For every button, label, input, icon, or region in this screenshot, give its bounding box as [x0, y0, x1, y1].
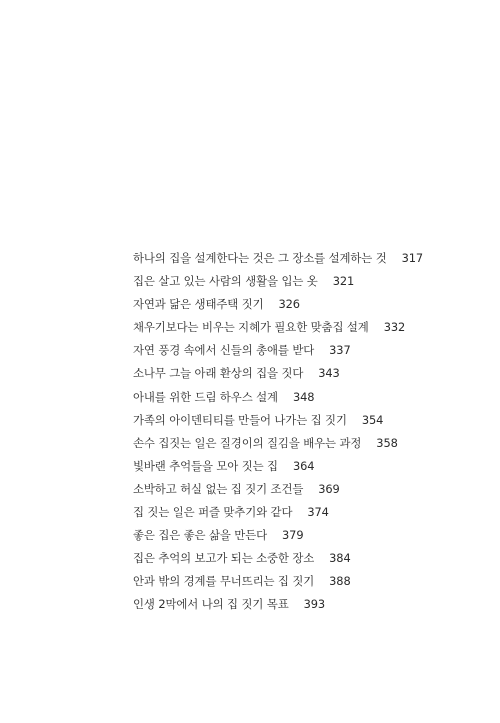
- toc-entry: [133, 481, 423, 504]
- toc-entry-title: 좋은 집은 좋은 삶을 만든다: [133, 528, 268, 543]
- toc-entry-title: 인생 2막에서 나의 집 짓기 목표: [133, 597, 289, 612]
- toc-entry-page-number: 358: [376, 435, 398, 450]
- toc-entry: [133, 550, 423, 573]
- toc-entry-page-number: 393: [303, 597, 326, 612]
- toc-entry-title: 소나무 그늘 아래 환상의 집을 짓다: [133, 366, 304, 381]
- toc-entry-title: 아내를 위한 드림 하우스 설계: [133, 389, 278, 404]
- toc-entry-title: 소박하고 허실 없는 집 짓기 조건들: [133, 481, 304, 496]
- toc-entry-title: 가족의 아이덴티티를 만들어 나가는 집 짓기: [133, 412, 347, 427]
- toc-entry-title: 안과 밖의 경계를 무너뜨리는 집 짓기: [133, 574, 315, 589]
- toc-entry-page-number: 337: [329, 343, 351, 358]
- toc-entry: [133, 573, 423, 596]
- toc-entry: [133, 365, 423, 388]
- toc-entry-title: 하나의 집을 설계한다는 것은 그 장소를 설계하는 것: [133, 251, 387, 265]
- toc-entry-page-number: 326: [278, 297, 300, 312]
- toc-entry-page-number: 332: [383, 320, 406, 335]
- toc-entry: [133, 319, 423, 342]
- toc-entry-title: 자연 풍경 속에서 신들의 총애를 받다: [133, 343, 315, 358]
- toc-entry: [133, 504, 423, 527]
- toc-entry: [133, 596, 423, 619]
- toc-entry: [133, 342, 423, 365]
- toc-entry-page-number: 321: [332, 274, 355, 289]
- toc-entry-title: 자연과 닮은 생태주택 짓기: [133, 297, 264, 312]
- toc-entry-title: 빛바랜 추억들을 모아 짓는 집: [133, 458, 278, 473]
- toc-entry: [133, 250, 423, 273]
- toc-entry-page-number: 343: [318, 366, 340, 381]
- toc-entry-title: 손수 집짓는 일은 질경이의 질김을 배우는 과정: [133, 435, 362, 450]
- toc-entry: [133, 389, 423, 412]
- toc-entry-page-number: 374: [307, 505, 329, 520]
- toc-entry-page-number: 317: [401, 251, 424, 265]
- toc-entry-title: 채우기보다는 비우는 지혜가 필요한 맞춤집 설계: [133, 320, 369, 335]
- toc-entry-title: 집은 살고 있는 사람의 생활을 입는 옷: [133, 274, 318, 289]
- toc-entry-page-number: 384: [329, 551, 351, 566]
- toc-entry-page-number: 354: [361, 412, 384, 427]
- toc-entry-page-number: 348: [292, 389, 315, 404]
- toc-entry: [133, 412, 423, 435]
- toc-entry: [133, 273, 423, 296]
- toc-entry-page-number: 369: [318, 481, 340, 496]
- toc-entry: [133, 435, 423, 458]
- toc-entry: [133, 296, 423, 319]
- toc-entry-page-number: 379: [282, 528, 304, 543]
- toc-entry: [133, 527, 423, 550]
- toc-entry-title: 집은 추억의 보고가 되는 소중한 장소: [133, 551, 315, 566]
- toc-entry-title: 집 짓는 일은 퍼즐 맞추기와 같다: [133, 505, 293, 520]
- toc-entry-page-number: 388: [329, 574, 351, 589]
- table-of-contents: [133, 250, 423, 620]
- toc-entry-page-number: 364: [292, 458, 315, 473]
- toc-entry: [133, 458, 423, 481]
